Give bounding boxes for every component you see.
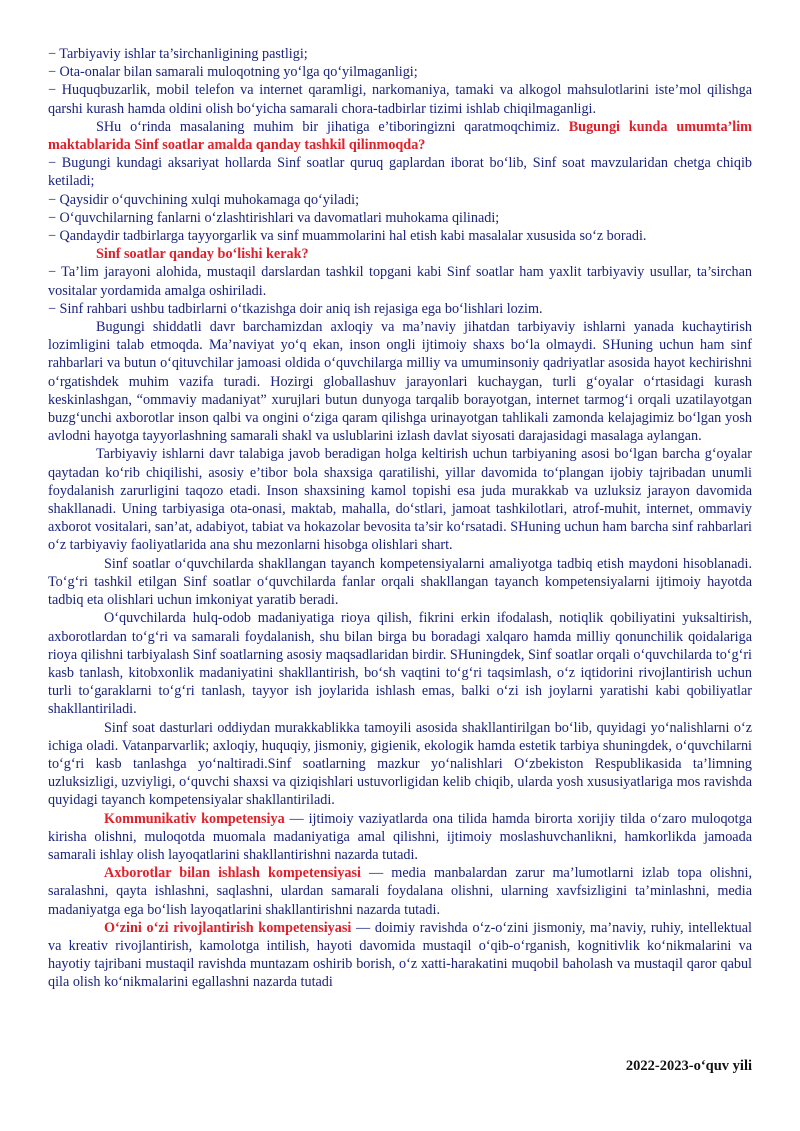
paragraph: Tarbiyaviy ishlarni davr talabiga javob beradigan holga keltirish uchun tarbiyaning asosi bo‘lgan barcha g‘oyalar qaytadan ko‘rib chiqilishi, asosiy e’tibor bola shaxsiga qaratilishi, yillar davomida to‘plangan ijobiy tajribadan unumli foydalanish zarurligini taqozo etadi. Inson shaxsining kamol topishi esa juda murakkab va uzluksiz jarayon davomida shakllanadi. Uning tarbiyasiga ota-onasi, maktab, mahalla, do‘stlari, jamoat tashkilotlari, atrof-muhit, internet, ommaviy axborot vositalari, san’at, adabiyot, tabiat va hokazolar bevosita ta’sir ko‘rsatadi. SHuning uchun ham barcha sinf rahbarlari o‘z tarbiyaviy faoliyatlarida ana shu mezonlarni hisobga olishlari shart. bbox=[48, 446, 752, 554]
document-body bbox=[48, 45, 752, 992]
list-item: − Tarbiyaviy ishlar ta’sirchanligining pastligi; bbox=[48, 46, 308, 62]
paragraph: Bugungi shiddatli davr barchamizdan axloqiy va ma’naviy jihatdan tarbiyaviy ishlarni yanada kuchaytirish lozimligini talab etmoqda. Ma’naviyat yo‘q ekan, inson ongli ijtimoiy shaxs bo‘la olmaydi. SHuning uchun ham sinf rahbarlari va butun o‘qituvchilar jamoasi oldida o‘quvchilarga milliy va umuminsoniy qadriyatlar asosida hayot kechirishni o‘rgatishdek muhim vazifa turadi. Hozirgi globallashuv jarayonlari kuchaygan, turli g‘oyalar o‘rtasidagi kurash keskinlashgan, “ommaviy madaniyat” xurujlari butun dunyoga tarqalib borayotgan, internet tarmog‘i orqali uzatilayotgan buzg‘unchi axborotlar inson qalbi va ongini o‘ziga qaram qilishga urinayotgan tahlikali zamonda kelajagimiz bo‘lgan yosh avlodni hayotga tayyorlashning samarali shakl va uslublarini izlash davlat siyosati darajasidagi masalaga aylangan. bbox=[48, 319, 752, 445]
paragraph-text: — ijtimoiy vaziyatlarda ona tilida hamda birorta xorijiy tilda o‘zaro muloqotga kirisha olishni, muloqotda muomala madaniyatiga amal qilishni, ijtimoiy moslashuvchanlikni, hamkorlikda jamoada samarali ishlay olish layoqatlarini shakllantirishni nazarda tutadi. bbox=[48, 810, 752, 863]
section-heading: Sinf soatlar qanday bo‘lishi kerak? bbox=[96, 246, 309, 263]
term-communicative: Kommunikativ kompetensiya bbox=[104, 810, 285, 827]
list-item: − Sinf rahbari ushbu tadbirlarni o‘tkazishga doir aniq ish rejasiga ega bo‘lishlari lozim. bbox=[48, 300, 543, 317]
list-item: − O‘quvchilarning fanlarni o‘zlashtirishlari va davomatlari muhokama qilinadi; bbox=[48, 209, 500, 226]
term-self-development: O‘zini o‘zi rivojlantirish kompetensiyasi bbox=[104, 919, 352, 936]
paragraph: O‘quvchilarda hulq-odob madaniyatiga rioya qilish, fikrini erkin ifodalash, notiqlik qobiliyatini yuksaltirish, axborotlardan to‘g‘ri va samarali foydalanish, shu bilan birga bu boradagi xalqaro hamda milliy qonunchilik qoidalariga rioya qilishni tarbiyalash Sinf soatlarning asosiy maqsadlaridan birdir. SHuningdek, Sinf soatlar orqali o‘quvchilarda to‘g‘ri kasb tanlash, kitobxonlik madaniyatini shakllantirish, bo‘sh vaqtini to‘g‘ri taqsimlash, o‘z iqtidorini rivojlantirish uchun turli to‘garaklarni to‘g‘ri tanlash, tayyor ish joylarida ishlash emas, balki o‘zi ish joylarni yaratishi kabi qobiliyatlar shakllantiriladi. bbox=[48, 610, 752, 718]
paragraph-text: — media manbalardan zarur ma’lumotlarni izlab topa olishni, saralashni, qayta ishlashni, saqlashni, ulardan samarali foydalana olishni, ularning xavfsizligini ta’minlashni, media madaniyatga ega bo‘lish layoqatlarini shakllantirishni nazarda tutadi. bbox=[48, 865, 752, 918]
paragraph bbox=[48, 919, 752, 992]
paragraph: Sinf soat dasturlari oddiydan murakkablikka tamoyili asosida shakllantirilgan bo‘lib, quyidagi yo‘nalishlarni o‘z ichiga oladi. Vatanparvarlik; axloqiy, huquqiy, jismoniy, gigienik, ekologik hamda estetik tarbiya shuningdek, o‘quvchilarni to‘g‘ri kasb tanlashga yo‘naltiradi.Sinf soatlarning mazkur yo‘nalishlari O‘zbekiston Respublikasida ta’limning uzluksizligi, uzviyligi, o‘quvchi shaxsi va qiziqishlari ustuvorligidan kelib chiqib, ularda yosh xususiyatlariga mos ravishda quyidagi tayanch kompetensiyalar shakllantiriladi. bbox=[48, 719, 752, 809]
paragraph bbox=[48, 864, 752, 919]
list-item: − Ota-onalar bilan samarali muloqotning yo‘lga qo‘yilmaganligi; bbox=[48, 64, 418, 81]
paragraph bbox=[48, 810, 752, 865]
term-information: Axborotlar bilan ishlash kompetensiyasi bbox=[104, 865, 361, 882]
page-footer: 2022-2023-o‘quv yili bbox=[625, 1058, 752, 1074]
paragraph-text: SHu o‘rinda masalaning muhim bir jihatiga e’tiboringizni qaratmoqchimiz. bbox=[96, 118, 569, 135]
list-item: − Qandaydir tadbirlarga tayyorgarlik va sinf muammolarini hal etish kabi masalalar xususida so‘z boradi. bbox=[48, 228, 647, 245]
list-item: − Huquqbuzarlik, mobil telefon va internet qaramligi, narkomaniya, tamaki va alkogol mahsulotlarini iste’mol qilishga qarshi kurash hamda oldini olish bo‘yicha samarali chora-tadbirlar tizimi ishlab chiqilmaganligi. bbox=[48, 82, 752, 117]
highlighted-question: Bugungi kunda umumta’lim maktablarida Sinf soatlar amalda qanday tashkil qilinmoqda? bbox=[48, 118, 752, 154]
list-item: − Bugungi kundagi aksariyat hollarda Sinf soatlar quruq gaplardan iborat bo‘lib, Sinf soat mavzularidan chetga chiqib ketiladi; bbox=[48, 155, 752, 190]
list-item: − Qaysidir o‘quvchining xulqi muhokamaga qo‘yiladi; bbox=[48, 191, 360, 208]
paragraph bbox=[48, 118, 752, 154]
list-item: − Ta’lim jarayoni alohida, mustaqil darslardan tashkil topgani kabi Sinf soatlar ham yaxlit tarbiyaviy usullar, ta’sirchan vositalar yordamida amalga oshiriladi. bbox=[48, 264, 752, 299]
paragraph-text: — doimiy ravishda o‘z-o‘zini jismoniy, ma’naviy, ruhiy, intellektual va kreativ rivojlantirish, kamolotga intilish, hayoti davomida mustaqil o‘qib-o‘rganish, kognitivlik ko‘nikmalarini va hayotiy tajribani mustaqil ravishda muntazam oshirib borish, o‘z xatti-harakatini muqobil baholash va mustaqil qaror qabul qila olish ko‘nikmalarini egallashni nazarda tutadi bbox=[48, 919, 752, 991]
paragraph: Sinf soatlar o‘quvchilarda shakllangan tayanch kompetensiyalarni amaliyotga tadbiq etish maydoni hisoblanadi. To‘g‘ri tashkil etilgan Sinf soatlar o‘quvchilarda fanlar orqali shakllangan tayanch kompetensiyalarni ijtimoiy hayotda tadbiq eta olishlari uchun imkoniyat yaratib beradi. bbox=[48, 555, 752, 609]
